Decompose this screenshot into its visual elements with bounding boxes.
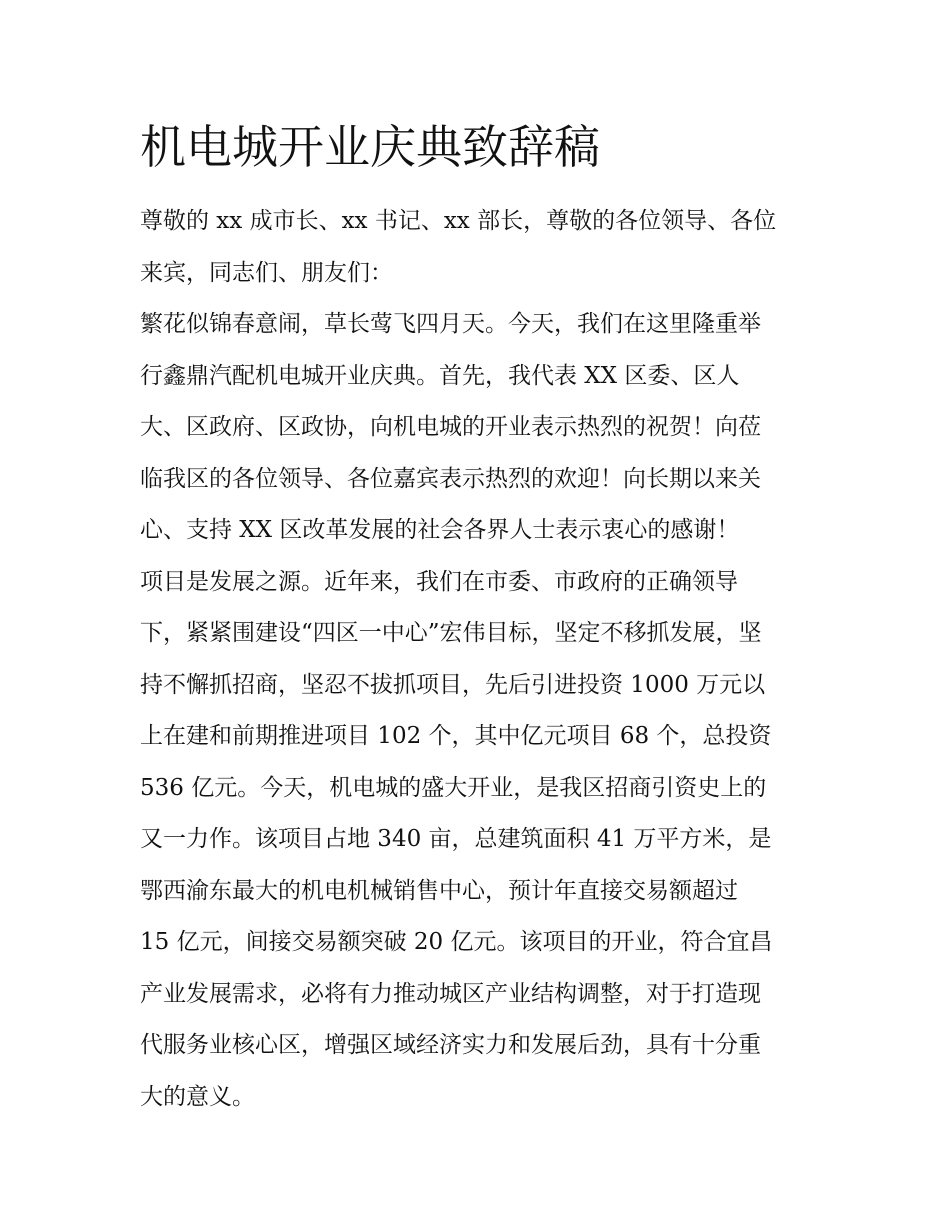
text-line: 536 亿元。今天，机电城的盛大开业，是我区招商引资史上的 — [140, 774, 767, 801]
text-line: 繁花似锦春意闹，草长莺飞四月天。今天，我们在这里隆重举 — [140, 311, 761, 337]
text-line: 下，紧紧围建设“四区一中心”宏伟目标，坚定不移抓发展，坚 — [140, 620, 762, 646]
text-line: 15 亿元，间接交易额突破 20 亿元。该项目的开业，符合宜昌 — [140, 929, 773, 955]
text-line: 大的意义。 — [140, 1083, 255, 1110]
text-line: 尊敬的 xx 成市长、xx 书记、xx 部长，尊敬的各位领导、各位 — [140, 208, 777, 234]
text-line: 项目是发展之源。近年来，我们在市委、市政府的正确领导 — [140, 568, 738, 595]
text-line: 又一力作。该项目占地 340 亩，总建筑面积 41 万平方米，是 — [140, 826, 772, 852]
text-line: 代服务业核心区，增强区域经济实力和发展后劲，具有十分重 — [140, 1032, 761, 1058]
text-line: 来宾，同志们、朋友们： — [140, 259, 393, 286]
text-line: 鄂西渝东最大的机电机械销售中心，预计年直接交易额超过 — [140, 877, 738, 904]
text-line: 临我区的各位领导、各位嘉宾表示热烈的欢迎！向长期以来关 — [140, 465, 761, 492]
text-line: 大、区政府、区政协，向机电城的开业表示热烈的祝贺！向莅 — [140, 414, 761, 440]
text-line: 心、支持 XX 区改革发展的社会各界人士表示衷心的感谢！ — [140, 517, 740, 543]
text-line: 上在建和前期推进项目 102 个，其中亿元项目 68 个，总投资 — [140, 723, 772, 749]
document-title: 机电城开业庆典致辞稿 — [140, 120, 600, 174]
document-body — [140, 196, 830, 1123]
text-line: 行鑫鼎汽配机电城开业庆典。首先，我代表 XX 区委、区人 — [140, 362, 740, 389]
text-line: 持不懈抓招商，坚忍不拔抓项目，先后引进投资 1000 万元以 — [140, 671, 766, 698]
text-line: 产业发展需求，必将有力推动城区产业结构调整，对于打造现 — [140, 980, 761, 1007]
